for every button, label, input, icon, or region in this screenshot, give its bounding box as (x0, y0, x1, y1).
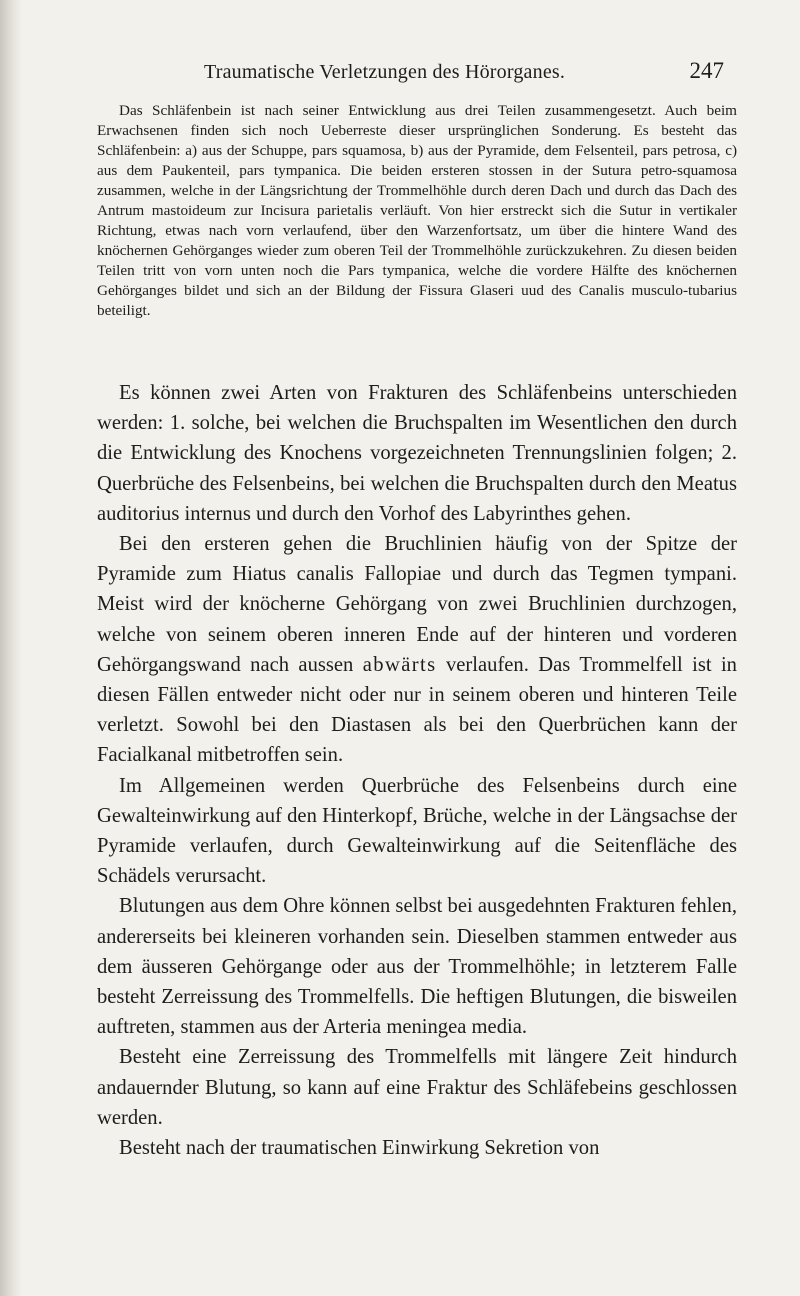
running-head (204, 58, 724, 84)
paragraph-fracture-lines-continued: verlaufen. Das Trommelfell ist in diesen Fällen entweder nicht oder nur in seinem oberen und hinteren Teile verletzt. Sowohl bei den Diastasen als bei den Querbrüchen kann der Facialkanal mitbetroffen sein. (97, 653, 737, 767)
running-title: Traumatische Verletzungen des Hörorganes. (204, 61, 566, 83)
paragraph-force-direction: Im Allgemeinen werden Querbrüche des Felsenbeins durch eine Gewalteinwirkung auf den Hinterkopf, Brüche, welche in der Längsachse der Pyramide verlaufen, durch Gewalteinwirkung auf die Seitenfläche des Schädels verursacht. (97, 774, 737, 888)
binding-shadow (0, 0, 22, 1296)
paragraph-fracture-types: Es können zwei Arten von Frakturen des Schläfenbeins unterschieden werden: 1. solche, bei welchen die Bruchspalten im Wesentlichen den durch die Entwicklung des Knochens vorgezeichneten Trennungslinien folgen; 2. Querbrüche des Felsenbeins, bei welchen die Bruchspalten durch den Meatus auditorius internus und durch den Vorhof des Labyrinthes gehen. (97, 382, 737, 525)
emphasis-abwaerts: abwärts (362, 653, 437, 676)
page-number: 247 (689, 58, 724, 83)
paragraph-fracture-lines (97, 529, 737, 771)
paragraph-secretion: Besteht nach der traumatischen Einwirkung Sekretion von (119, 1137, 600, 1160)
paragraph-fracture-lines-text: Bei den ersteren gehen die Bruchlinien häufig von der Spitze der Pyramide zum Hiatus canalis Fallopiae und durch das Tegmen tympani. Meist wird der knöcherne Gehörgang von zwei Bruchlinien durchzogen, welche von seinem oberen inneren Ende auf der hinteren und vorderen Gehörgangswand nach aussen (97, 533, 737, 676)
main-text (97, 378, 737, 1163)
paragraph-eardrum-rupture: Besteht eine Zerreissung des Trommelfells mit längere Zeit hindurch andauernder Blutung, so kann auf eine Fraktur des Schläfebeins geschlossen werden. (97, 1046, 737, 1129)
paragraph-bleeding: Blutungen aus dem Ohre können selbst bei ausgedehnten Frakturen fehlen, andererseits bei kleineren vorhanden sein. Dieselben stammen entweder aus dem äusseren Gehörgange oder aus der Trommelhöhle; in letzterem Falle besteht Zerreissung des Trommelfells. Die heftigen Blutungen, die bisweilen auftreten, stammen aus der Arteria meningea media. (97, 895, 737, 1039)
intro-paragraph: Das Schläfenbein ist nach seiner Entwicklung aus drei Teilen zusammengesetzt. Auch beim Erwachsenen finden sich noch Ueberreste dieser ursprünglichen Sonderung. Es besteht das Schläfenbein: a) aus der Schuppe, pars squamosa, b) aus der Pyramide, dem Felsenteil, pars petrosa, c) aus dem Paukenteil, pars tympanica. Die beiden ersteren stossen in der Sutura petro-squamosa zusammen, welche in der Längsrichtung der Trommelhöhle durch deren Dach und durch das Dach des Antrum mastoideum zur Incisura parietalis verläuft. Von hier erstreckt sich die Sutur in vertikaler Richtung, etwas nach vorn verlaufend, über den Warzenfortsatz, um über die hintere Wand des knöchernen Gehörganges wieder zum oberen Teil der Trommelhöhle zurückzukehren. Zu diesen beiden Teilen tritt von vorn unten noch die Pars tympanica, welche die vordere Hälfte des knöchernen Gehörganges bildet und sich an der Bildung der Fissura Glaseri uud des Canalis musculo-tubarius beteiligt. (97, 102, 737, 319)
